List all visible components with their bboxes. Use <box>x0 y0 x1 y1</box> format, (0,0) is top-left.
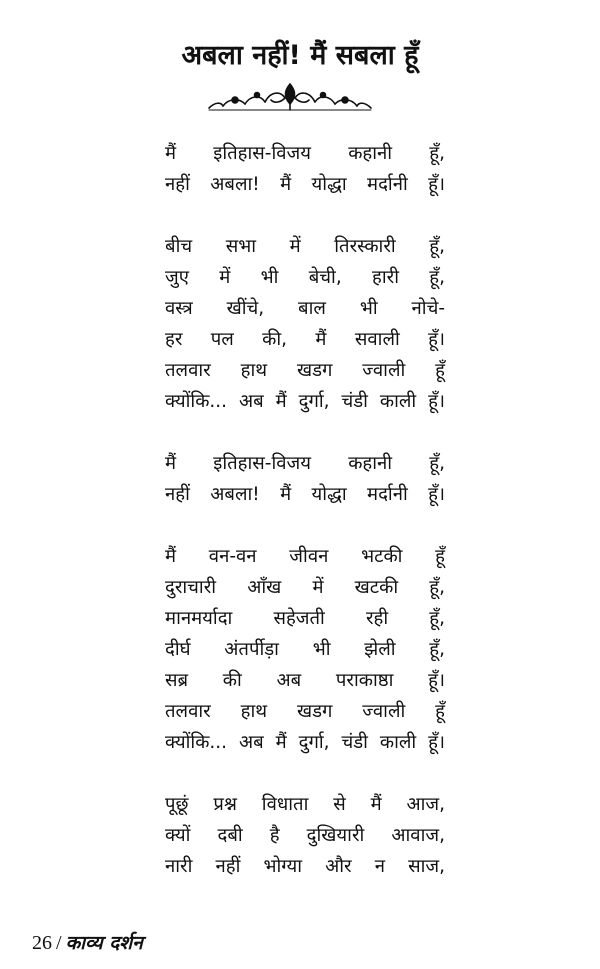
stanza <box>165 231 445 417</box>
poem-line: क्योंकि... अब मैं दुर्गा, चंडी काली हूँ। <box>165 732 445 753</box>
stanza <box>165 541 445 758</box>
poem-line: नहीं अबला! मैं योद्धा मर्दानी हूँ। <box>165 174 445 195</box>
poem-line: बीच सभा में तिरस्कारी हूँ, <box>165 236 445 257</box>
decorative-flourish-ornament <box>205 80 375 114</box>
poem-line: मैं वन-वन जीवन भटकी हूँ <box>165 546 445 567</box>
footer-separator: / <box>56 932 62 954</box>
page-title: अबला नहीं! मैं सबला हूँ <box>181 40 419 71</box>
poem-body <box>165 138 445 913</box>
poem-line: दुराचारी आँख में खटकी हूँ, <box>165 577 445 598</box>
poem-line: हर पल की, मैं सवाली हूँ। <box>165 329 445 350</box>
poem-line: पूछूं प्रश्न विधाता से मैं आज, <box>165 794 445 815</box>
poem-line: तलवार हाथ खडग ज्वाली हूँ <box>165 701 445 722</box>
poem-line: क्यों दबी है दुखियारी आवाज, <box>165 825 445 846</box>
page-number: 26 <box>32 932 52 954</box>
poem-line: मैं इतिहास-विजय कहानी हूँ, <box>165 453 445 474</box>
poem-line: मैं इतिहास-विजय कहानी हूँ, <box>165 143 445 164</box>
poem-line: क्योंकि... अब मैं दुर्गा, चंडी काली हूँ। <box>165 391 445 412</box>
poem-line: सब्र की अब पराकाष्ठा हूँ। <box>165 670 445 691</box>
poem-line: नारी नहीं भोग्या और न साज, <box>165 856 445 877</box>
poem-line: तलवार हाथ खडग ज्वाली हूँ <box>165 360 445 381</box>
poem-line: नहीं अबला! मैं योद्धा मर्दानी हूँ। <box>165 484 445 505</box>
page-footer <box>32 928 143 958</box>
stanza <box>165 138 445 200</box>
book-title: काव्य दर्शन <box>65 932 143 954</box>
poem-line: वस्त्र खींचे, बाल भी नोचे- <box>165 298 445 319</box>
poem-line: दीर्घ अंतर्पीड़ा भी झेली हूँ, <box>165 639 445 660</box>
stanza <box>165 789 445 882</box>
stanza <box>165 448 445 510</box>
poem-line: मानमर्यादा सहेजती रही हूँ, <box>165 608 445 629</box>
poem-line: जुए में भी बेची, हारी हूँ, <box>165 267 445 288</box>
